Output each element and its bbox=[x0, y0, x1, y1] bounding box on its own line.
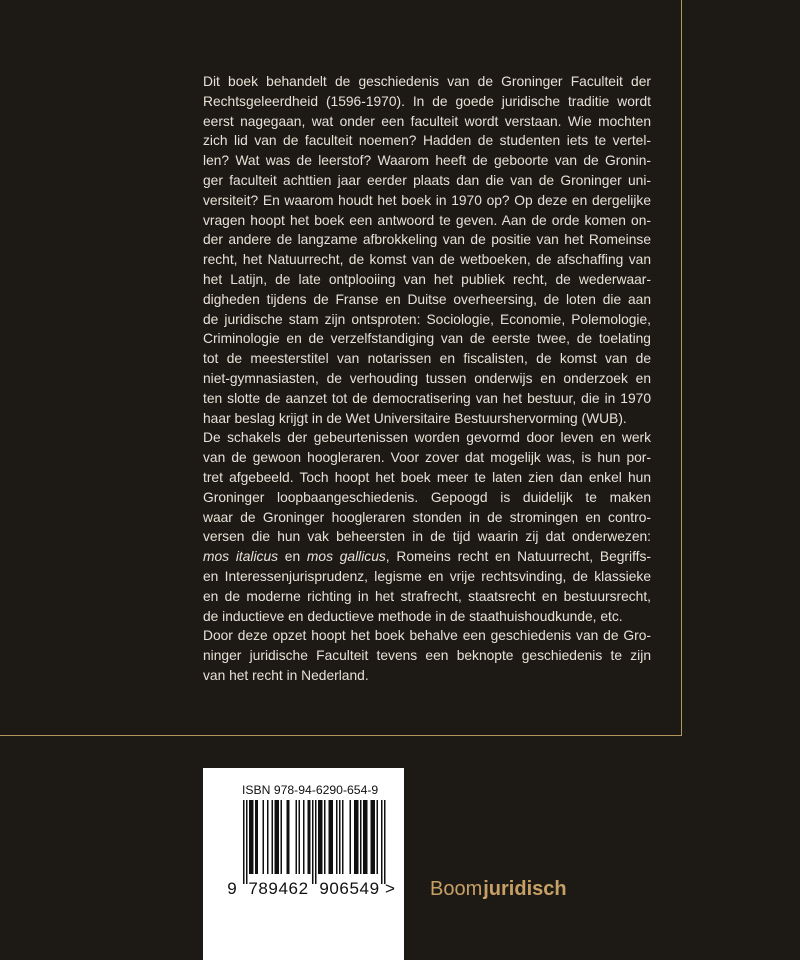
blurb-line bbox=[203, 547, 651, 567]
publisher-logo bbox=[430, 877, 567, 901]
blurb-line: van het recht in Nederland. bbox=[203, 667, 369, 683]
barcode-right-digits: 906549 bbox=[319, 879, 380, 898]
publisher-logo-regular: Boom bbox=[430, 878, 483, 900]
blurb-line: versen die hun vak beheersten in de tijd waarin zij dat onderwezen: bbox=[203, 529, 651, 545]
blurb-text: , Romeins recht en Natuurrecht, Begriffs- bbox=[385, 549, 651, 565]
barcode-bar bbox=[312, 800, 314, 884]
barcode-bar bbox=[249, 800, 254, 874]
blurb-line: de inductieve en deductieve methode in de staathuishoudkunde, etc. bbox=[203, 608, 623, 624]
barcode-bar bbox=[350, 800, 352, 874]
back-cover-blurb bbox=[203, 72, 651, 686]
barcode-left-digits: 789462 bbox=[248, 879, 309, 898]
barcode-bar bbox=[324, 800, 326, 874]
barcode-bar bbox=[336, 800, 338, 874]
barcode-bar bbox=[275, 800, 280, 874]
publisher-logo-bold: juridisch bbox=[483, 878, 567, 900]
barcode-bar bbox=[360, 800, 362, 874]
blurb-line: Groninger loopbaangeschiedenis. Gepoogd is duidelijk te maken bbox=[203, 489, 651, 505]
barcode-bar bbox=[308, 800, 311, 874]
blurb-line: versiteit? En waarom houdt het boek in 1970 op? Op deze en dergelijke bbox=[203, 192, 651, 208]
italic-term: mos gallicus bbox=[306, 549, 386, 565]
blurb-line: en de moderne richting in het strafrecht, staatsrecht en bestuursrecht, bbox=[203, 588, 651, 604]
barcode-bar bbox=[299, 800, 301, 874]
blurb-line: het Latijn, de late ontplooiing van het publiek recht, de wederwaar- bbox=[203, 271, 651, 287]
barcode-bar bbox=[246, 800, 248, 884]
barcode-bar bbox=[339, 800, 341, 874]
isbn-text: ISBN 978-94-6290-654-9 bbox=[242, 783, 379, 797]
blurb-line: digheden tijdens de Franse en Duitse overheersing, de loten die aan bbox=[203, 291, 651, 307]
barcode-label bbox=[203, 768, 404, 960]
blurb-line: Door deze opzet hoopt het boek behalve een geschiedenis van de Gro- bbox=[203, 628, 651, 644]
blurb-line: eerst nagegaan, wat onder een faculteit wordt verstaan. Wie mochten bbox=[203, 113, 651, 129]
blurb-line: zich lid van de faculteit noemen? Hadden de studenten iets te vertel- bbox=[203, 133, 651, 149]
barcode-bar bbox=[281, 800, 283, 874]
blurb-line: de juridische stam zijn ontsproten: Sociologie, Economie, Polemologie, bbox=[203, 311, 651, 327]
blurb-line: ger faculteit achttien jaar eerder plaats dan die van de Groninger uni- bbox=[203, 172, 651, 188]
barcode-bar bbox=[342, 800, 344, 874]
blurb-line: Dit boek behandelt de geschiedenis van de Groninger Faculteit der bbox=[203, 74, 651, 89]
blurb-line: Criminologie en de verzelfstandiging van de eerste twee, de toelating bbox=[203, 331, 651, 347]
blurb-line: De schakels der gebeurtenissen worden gevormd door leven en werk bbox=[203, 430, 651, 446]
blurb-line: len? Wat was de leerstof? Waarom heeft de geboorte van de Gronin- bbox=[203, 153, 651, 169]
blurb-line: vragen hoopt het boek een antwoord te geven. Aan de orde komen on- bbox=[203, 212, 651, 228]
barcode-bar bbox=[318, 800, 323, 874]
barcode-bar bbox=[267, 800, 269, 874]
barcode-bar bbox=[384, 800, 386, 884]
blurb-paragraph bbox=[203, 626, 651, 685]
barcode-bar bbox=[315, 800, 317, 884]
barcode-bar bbox=[354, 800, 359, 874]
barcode-bar bbox=[363, 800, 368, 874]
blurb-paragraph bbox=[203, 72, 651, 428]
blurb-line: en Interessenjurisprudenz, legisme en vrije rechtsvinding, de klassieke bbox=[203, 568, 651, 584]
barcode-bar bbox=[272, 800, 274, 874]
barcode-bar bbox=[371, 800, 376, 874]
barcode-bar bbox=[296, 800, 298, 874]
italic-term: mos italicus bbox=[203, 549, 279, 565]
blurb-line: haar beslag krijgt in de Wet Universitaire Bestuurshervorming (WUB). bbox=[203, 410, 627, 426]
barcode-bar bbox=[381, 800, 383, 884]
blurb-paragraph bbox=[203, 428, 651, 626]
barcode-bar bbox=[287, 800, 290, 874]
barcode-first-digit: 9 bbox=[227, 879, 237, 898]
barcode-bar bbox=[377, 800, 379, 874]
blurb-line: ten slotte de aanzet tot de democratisering van het bestuur, die in 1970 bbox=[203, 390, 651, 406]
blurb-line: ninger juridische Faculteit tevens een beknopte geschiedenis te zijn bbox=[203, 648, 651, 664]
blurb-line: Rechtsgeleerdheid (1596-1970). In de goede juridische traditie wordt bbox=[203, 93, 651, 109]
blurb-line: der andere de langzame afbrokkeling van de positie van het Romeinse bbox=[203, 232, 651, 248]
barcode-bar bbox=[255, 800, 258, 874]
barcode-bar bbox=[243, 800, 245, 884]
barcode-bar bbox=[329, 800, 334, 874]
blurb-line: niet-gymnasiasten, de verhouding tussen onderwijs en onderzoek en bbox=[203, 370, 651, 386]
blurb-line: recht, het Natuurrecht, de komst van de wetboeken, de afschaffing van bbox=[203, 252, 651, 268]
blurb-line: tot de meesterstitel van notarissen en fiscalisten, de komst van de bbox=[203, 351, 651, 367]
blurb-line: van de gewoon hoogleraren. Voor zover dat mogelijk was, is hun por- bbox=[203, 450, 651, 466]
barcode-bar bbox=[303, 800, 305, 874]
barcode-quiet-zone-mark: > bbox=[385, 879, 395, 898]
blurb-line: tret afgebeeld. Toch hoopt het boek meer te laten zien dan enkel hun bbox=[203, 469, 651, 485]
blurb-line: waar de Groninger hoogleraren stonden in de stromingen en contro- bbox=[203, 509, 651, 525]
blurb-text: en bbox=[278, 549, 307, 565]
barcode-bars bbox=[203, 768, 404, 960]
barcode-bar bbox=[263, 800, 265, 874]
